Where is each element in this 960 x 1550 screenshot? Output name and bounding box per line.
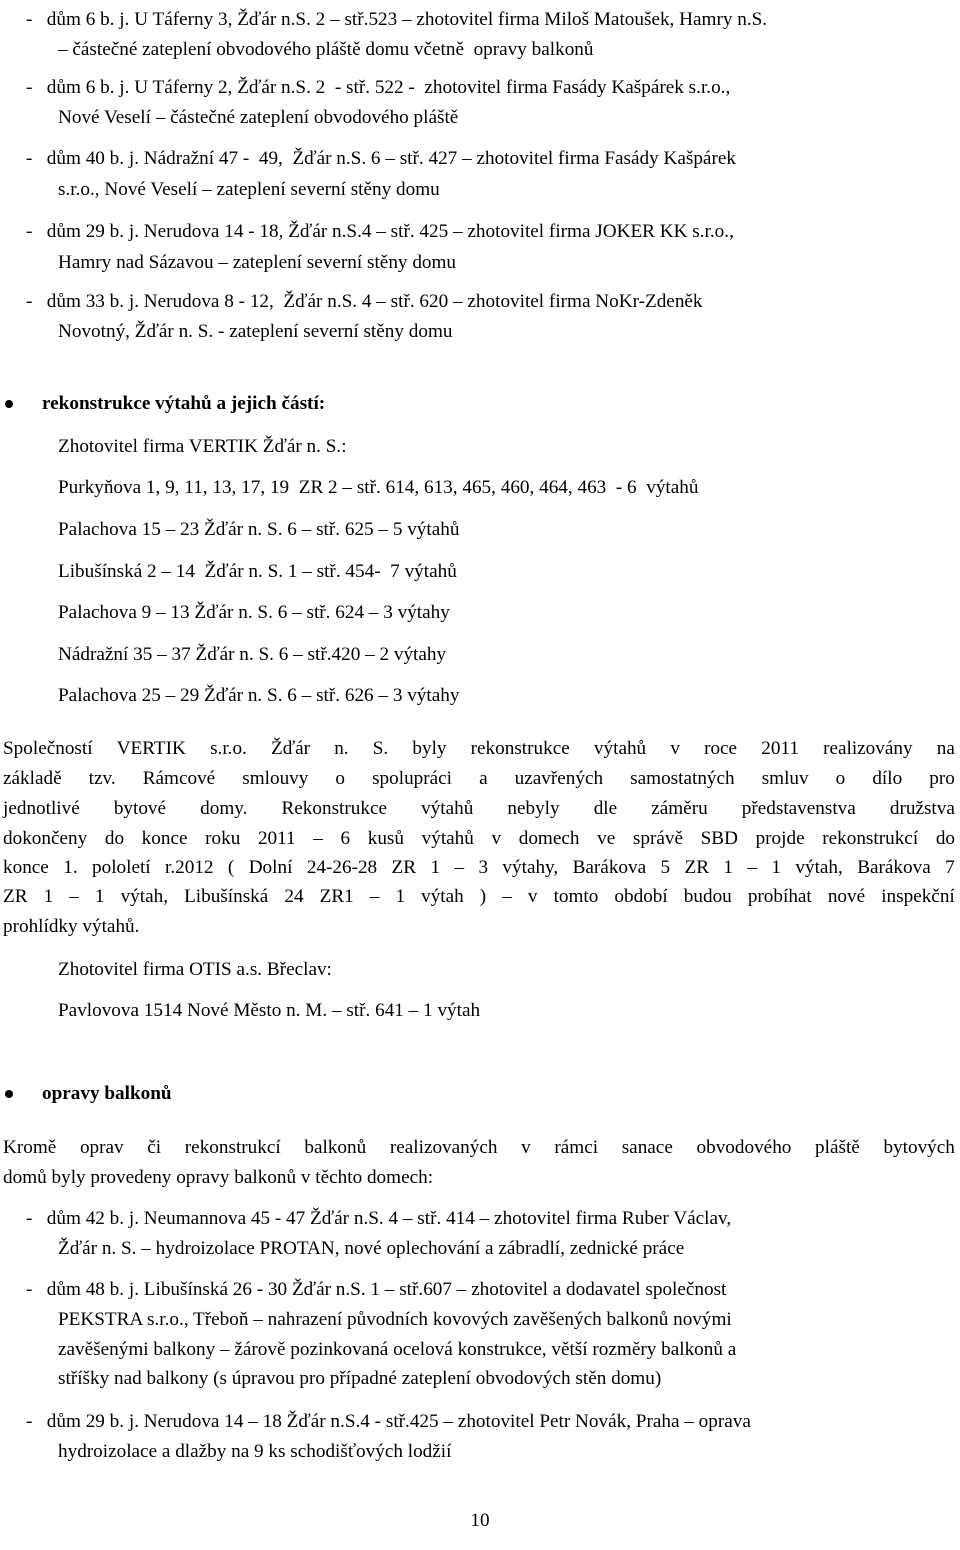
word: tomto: [553, 886, 599, 907]
list-item: Pavlovova 1514 Nové Město n. M. – stř. 641 – 1 výtah: [58, 1000, 481, 1021]
word: 1.: [63, 857, 78, 878]
word: a: [479, 768, 488, 789]
word: (: [227, 857, 235, 878]
list-item: Nádražní 35 – 37 Žďár n. S. 6 – stř.420 – 2 výtahy: [58, 644, 447, 665]
word: 6: [340, 828, 351, 849]
word: –: [369, 886, 380, 907]
word: družstva: [889, 798, 955, 819]
word: domech: [518, 828, 580, 849]
list-item-continuation: Novotný, Žďár n. S. - zateplení severní stěny domu: [58, 321, 453, 342]
word: 1: [94, 886, 105, 907]
paragraph-line: [3, 767, 955, 791]
list-item: - dům 29 b. j. Nerudova 14 - 18, Žďár n.S.4 – stř. 425 – zhotovitel firma JOKER KK s.r.o.,: [26, 221, 734, 242]
paragraph-line: [3, 856, 955, 880]
word: nebyly: [507, 798, 560, 819]
paragraph-line: [3, 737, 955, 761]
word: nové: [827, 886, 866, 907]
word: základě: [3, 768, 62, 789]
word: uzavřených: [514, 768, 604, 789]
word: Kromě: [3, 1137, 57, 1158]
list-item: - dům 40 b. j. Nádražní 47 - 49, Žďár n.S. 6 – stř. 427 – zhotovitel firma Fasády Kašpárek: [26, 148, 736, 169]
list-item-continuation: Žďár n. S. – hydroizolace PROTAN, nové oplechování a zábradlí, zednické práce: [58, 1238, 685, 1259]
list-item-continuation: Nové Veselí – částečné zateplení obvodového pláště: [58, 107, 459, 128]
word: 1: [430, 857, 441, 878]
word: rekonstrukcí: [822, 828, 919, 849]
word: jednotlivé: [3, 798, 80, 819]
word: 7: [945, 857, 955, 878]
word: bytových: [883, 1137, 955, 1158]
paragraph-line: [3, 1136, 955, 1160]
word: Barákova: [572, 857, 647, 878]
paragraph-line: prohlídky výtahů.: [3, 916, 140, 937]
list-item: - dům 48 b. j. Libušínská 26 - 30 Žďár n.S. 1 – stř.607 – zhotovitel a dodavatel společnost: [26, 1279, 727, 1300]
word: bytové: [113, 798, 167, 819]
word: Libušínská: [184, 886, 269, 907]
word: 24-26-28: [306, 857, 378, 878]
list-item-continuation: – částečné zateplení obvodového pláště domu včetně opravy balkonů: [58, 39, 594, 60]
word: v: [521, 1137, 531, 1158]
word: realizovány: [823, 738, 913, 759]
word: správě: [632, 828, 683, 849]
word: Žďár: [271, 738, 311, 759]
list-item: Palachova 15 – 23 Žďár n. S. 6 – stř. 625 – 5 výtahů: [58, 519, 460, 540]
word: pláště: [815, 1137, 860, 1158]
list-item: Palachova 9 – 13 Žďár n. S. 6 – stř. 624 – 3 výtahy: [58, 602, 450, 623]
word: Barákova: [857, 857, 931, 878]
word: výtahů: [421, 798, 474, 819]
word: roku: [205, 828, 241, 849]
word: Rekonstrukce: [281, 798, 387, 819]
word: 2011: [257, 828, 296, 849]
contractor-label: Zhotovitel firma VERTIK Žďár n. S.:: [58, 436, 347, 457]
list-item: - dům 42 b. j. Neumannova 45 - 47 Žďár n.S. 4 – stř. 414 – zhotovitel firma Ruber Václav,: [26, 1208, 732, 1229]
word: pro: [929, 768, 955, 789]
word: na: [936, 738, 955, 759]
contractor-label: Zhotovitel firma OTIS a.s. Břeclav:: [58, 959, 332, 980]
list-item-continuation: Hamry nad Sázavou – zateplení severní stěny domu: [58, 252, 457, 273]
word: r.2012: [165, 857, 214, 878]
word: představenstva: [741, 798, 856, 819]
word: spolupráci: [372, 768, 453, 789]
word: či: [147, 1137, 162, 1158]
word: sanace: [621, 1137, 673, 1158]
list-item-continuation: hydroizolace a dlažby na 9 ks schodišťových lodžií: [58, 1441, 452, 1462]
word: S.: [372, 738, 389, 759]
word: ZR1: [319, 886, 354, 907]
word: projde: [755, 828, 805, 849]
word: roce: [704, 738, 738, 759]
word: výtah,: [120, 886, 168, 907]
word: samostatných: [630, 768, 735, 789]
word: konce: [141, 828, 188, 849]
word: 1: [771, 857, 781, 878]
word: SBD: [700, 828, 738, 849]
section-heading: opravy balkonů: [42, 1083, 172, 1104]
word: –: [69, 886, 79, 907]
list-item-continuation: zavěšenými balkony – žárově pozinkovaná ocelová konstrukce, větší rozměry balkonů a: [58, 1339, 737, 1360]
word: probíhat: [747, 886, 812, 907]
list-item: Libušínská 2 – 14 Žďár n. S. 1 – stř. 454- 7 výtahů: [58, 561, 457, 582]
list-item: - dům 29 b. j. Nerudova 14 – 18 Žďár n.S.4 - stř.425 – zhotovitel Petr Novák, Praha – oprava: [26, 1411, 751, 1432]
word: domy.: [200, 798, 248, 819]
word: rámci: [554, 1137, 599, 1158]
word: inspekční: [881, 886, 955, 907]
word: rekonstrukcí: [184, 1137, 281, 1158]
paragraph-line: [3, 797, 955, 821]
word: výtah,: [795, 857, 843, 878]
word: byly: [412, 738, 447, 759]
word: balkonů: [304, 1137, 367, 1158]
page-number: 10: [470, 1510, 490, 1531]
word: –: [747, 857, 757, 878]
word: 24: [284, 886, 304, 907]
word: konce: [3, 857, 49, 878]
word: s.r.o.: [210, 738, 247, 759]
list-item-continuation: s.r.o., Nové Veselí – zateplení severní stěny domu: [58, 179, 440, 200]
list-item: - dům 33 b. j. Nerudova 8 - 12, Žďár n.S. 4 – stř. 620 – zhotovitel firma NoKr-Zdeněk: [26, 291, 703, 312]
word: 2011: [761, 738, 799, 759]
word: dokončeny: [3, 828, 88, 849]
word: Společností: [3, 738, 93, 759]
section-heading: rekonstrukce výtahů a jejich částí:: [42, 393, 326, 414]
word: 5: [660, 857, 671, 878]
word: kusů: [367, 828, 404, 849]
word: výtah: [421, 886, 464, 907]
word: výtahů: [593, 738, 647, 759]
word: 1: [43, 886, 54, 907]
list-item-continuation: PEKSTRA s.r.o., Třeboň – nahrazení původních kovových zavěšených balkonů novými: [58, 1309, 732, 1330]
word: 3: [478, 857, 489, 878]
list-item: - dům 6 b. j. U Táferny 3, Žďár n.S. 2 – stř.523 – zhotovitel firma Miloš Matoušek, Hamry n.S.: [26, 9, 768, 30]
word: 1: [723, 857, 734, 878]
word: oprav: [79, 1137, 124, 1158]
word: –: [502, 886, 512, 907]
word: rekonstrukce: [470, 738, 570, 759]
word: záměru: [651, 798, 708, 819]
word: do: [935, 828, 955, 849]
list-item: Purkyňova 1, 9, 11, 13, 17, 19 ZR 2 – stř. 614, 613, 465, 460, 464, 463 - 6 výtahů: [58, 477, 699, 498]
word: v: [670, 738, 680, 759]
list-item: - dům 6 b. j. U Táferny 2, Žďár n.S. 2 - stř. 522 - zhotovitel firma Fasády Kašpárek s.r.o.,: [26, 77, 731, 98]
word: –: [313, 828, 323, 849]
word: ZR: [391, 857, 417, 878]
paragraph-line: [3, 827, 955, 851]
word: Rámcové: [142, 768, 216, 789]
word: o: [335, 768, 346, 789]
bullet-icon: [5, 400, 13, 408]
word: ): [479, 886, 487, 907]
list-item-continuation: stříšky nad balkony (s úpravou pro případné zateplení obvodových stěn domu): [58, 1368, 662, 1389]
word: smlouvy: [242, 768, 309, 789]
word: smluv: [761, 768, 809, 789]
word: v: [527, 886, 538, 907]
word: 1: [395, 886, 406, 907]
word: obvodového: [696, 1137, 792, 1158]
word: tzv.: [88, 768, 116, 789]
word: období: [614, 886, 668, 907]
word: n.: [334, 738, 349, 759]
paragraph-line: [3, 885, 955, 909]
word: Dolní: [248, 857, 293, 878]
list-item: Palachova 25 – 29 Žďár n. S. 6 – stř. 626 – 3 výtahy: [58, 685, 460, 706]
word: pololetí: [92, 857, 151, 878]
paragraph-line: domů byly provedeny opravy balkonů v těchto domech:: [3, 1167, 434, 1188]
word: dílo: [872, 768, 903, 789]
word: ZR: [3, 886, 28, 907]
word: do: [104, 828, 125, 849]
word: VERTIK: [116, 738, 186, 759]
word: výtahy,: [502, 857, 559, 878]
word: ve: [597, 828, 616, 849]
word: výtahů: [421, 828, 474, 849]
word: v: [491, 828, 502, 849]
word: ZR: [684, 857, 710, 878]
word: o: [835, 768, 846, 789]
word: realizovaných: [389, 1137, 498, 1158]
bullet-icon: [5, 1090, 13, 1098]
word: budou: [683, 886, 732, 907]
word: dle: [593, 798, 618, 819]
word: –: [454, 857, 465, 878]
